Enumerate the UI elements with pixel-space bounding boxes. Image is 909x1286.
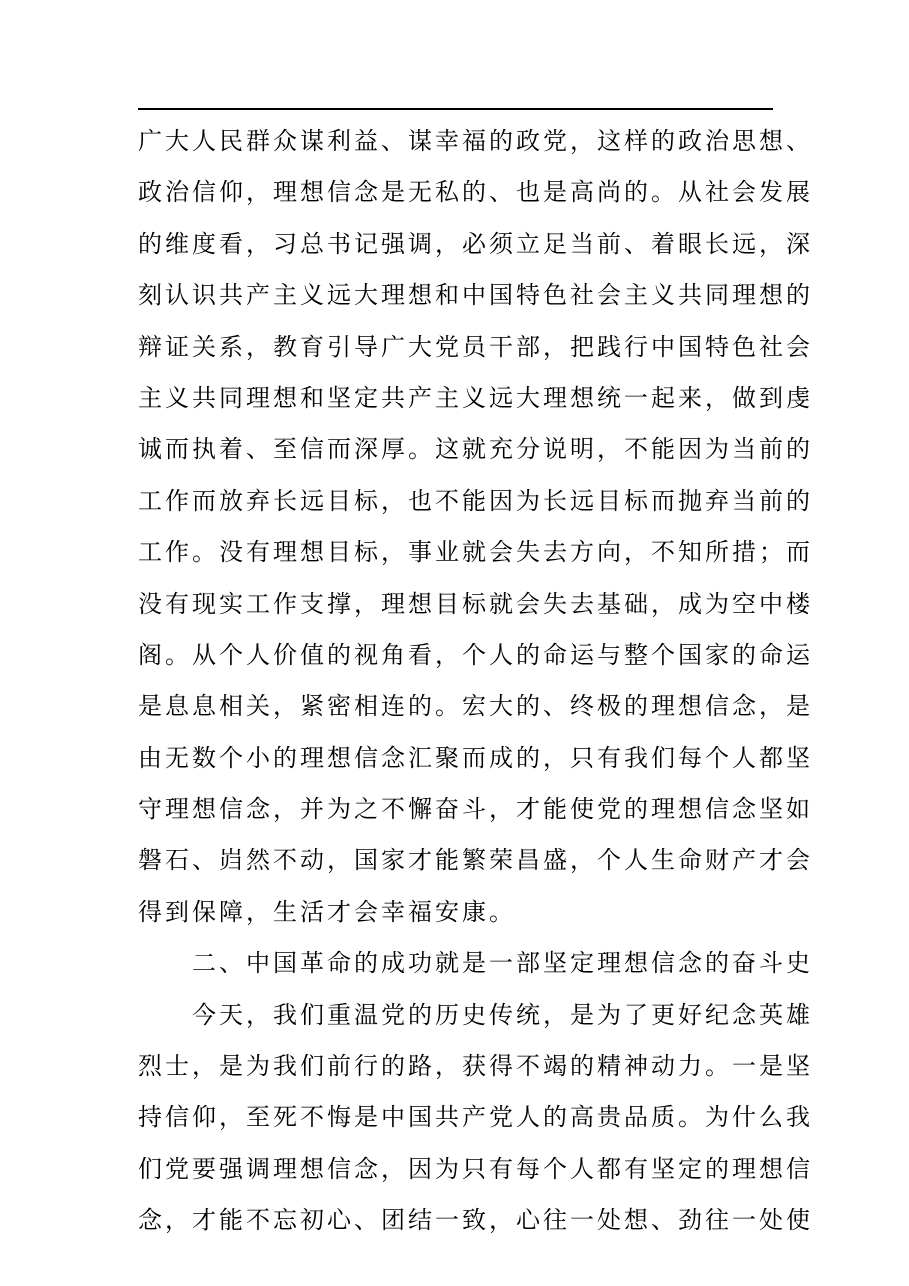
body-line: 烈士，是为我们前行的路，获得不竭的精神动力。一是坚 [138, 1052, 813, 1081]
body-line: 念，才能不忘初心、团结一致，心往一处想、劲往一处使 [138, 1206, 813, 1235]
header-rule [138, 108, 773, 110]
body-line: 诚而执着、至信而深厚。这就充分说明，不能因为当前的 [138, 435, 813, 464]
body-line: 今天，我们重温党的历史传统，是为了更好纪念英雄 [192, 1000, 813, 1029]
body-line: 没有现实工作支撑，理想目标就会失去基础，成为空中楼 [138, 589, 813, 618]
body-line: 的维度看，习总书记强调，必须立足当前、着眼长远，深 [138, 229, 813, 258]
body-line: 刻认识共产主义远大理想和中国特色社会主义共同理想的 [138, 281, 813, 310]
document-body [138, 116, 813, 1247]
body-line: 得到保障，生活才会幸福安康。 [138, 897, 516, 926]
body-line: 政治信仰，理想信念是无私的、也是高尚的。从社会发展 [138, 178, 813, 207]
body-line: 持信仰，至死不悔是中国共产党人的高贵品质。为什么我 [138, 1103, 813, 1132]
section-heading: 二、中国革命的成功就是一部坚定理想信念的奋斗史 [192, 949, 813, 978]
body-line: 由无数个小的理想信念汇聚而成的，只有我们每个人都坚 [138, 743, 813, 772]
body-line: 磐石、岿然不动，国家才能繁荣昌盛，个人生命财产才会 [138, 846, 813, 875]
body-line: 辩证关系，教育引导广大党员干部，把践行中国特色社会 [138, 332, 813, 361]
body-line: 守理想信念，并为之不懈奋斗，才能使党的理想信念坚如 [138, 795, 813, 824]
body-line: 工作而放弃长远目标，也不能因为长远目标而抛弃当前的 [138, 486, 813, 515]
body-line: 工作。没有理想目标，事业就会失去方向，不知所措；而 [138, 538, 813, 567]
body-line: 广大人民群众谋利益、谋幸福的政党，这样的政治思想、 [138, 127, 813, 155]
body-line: 主义共同理想和坚定共产主义远大理想统一起来，做到虔 [138, 383, 813, 412]
body-line: 是息息相关，紧密相连的。宏大的、终极的理想信念，是 [138, 692, 813, 721]
body-line: 们党要强调理想信念，因为只有每个人都有坚定的理想信 [138, 1154, 813, 1183]
body-line: 阁。从个人价值的视角看，个人的命运与整个国家的命运 [138, 640, 813, 669]
